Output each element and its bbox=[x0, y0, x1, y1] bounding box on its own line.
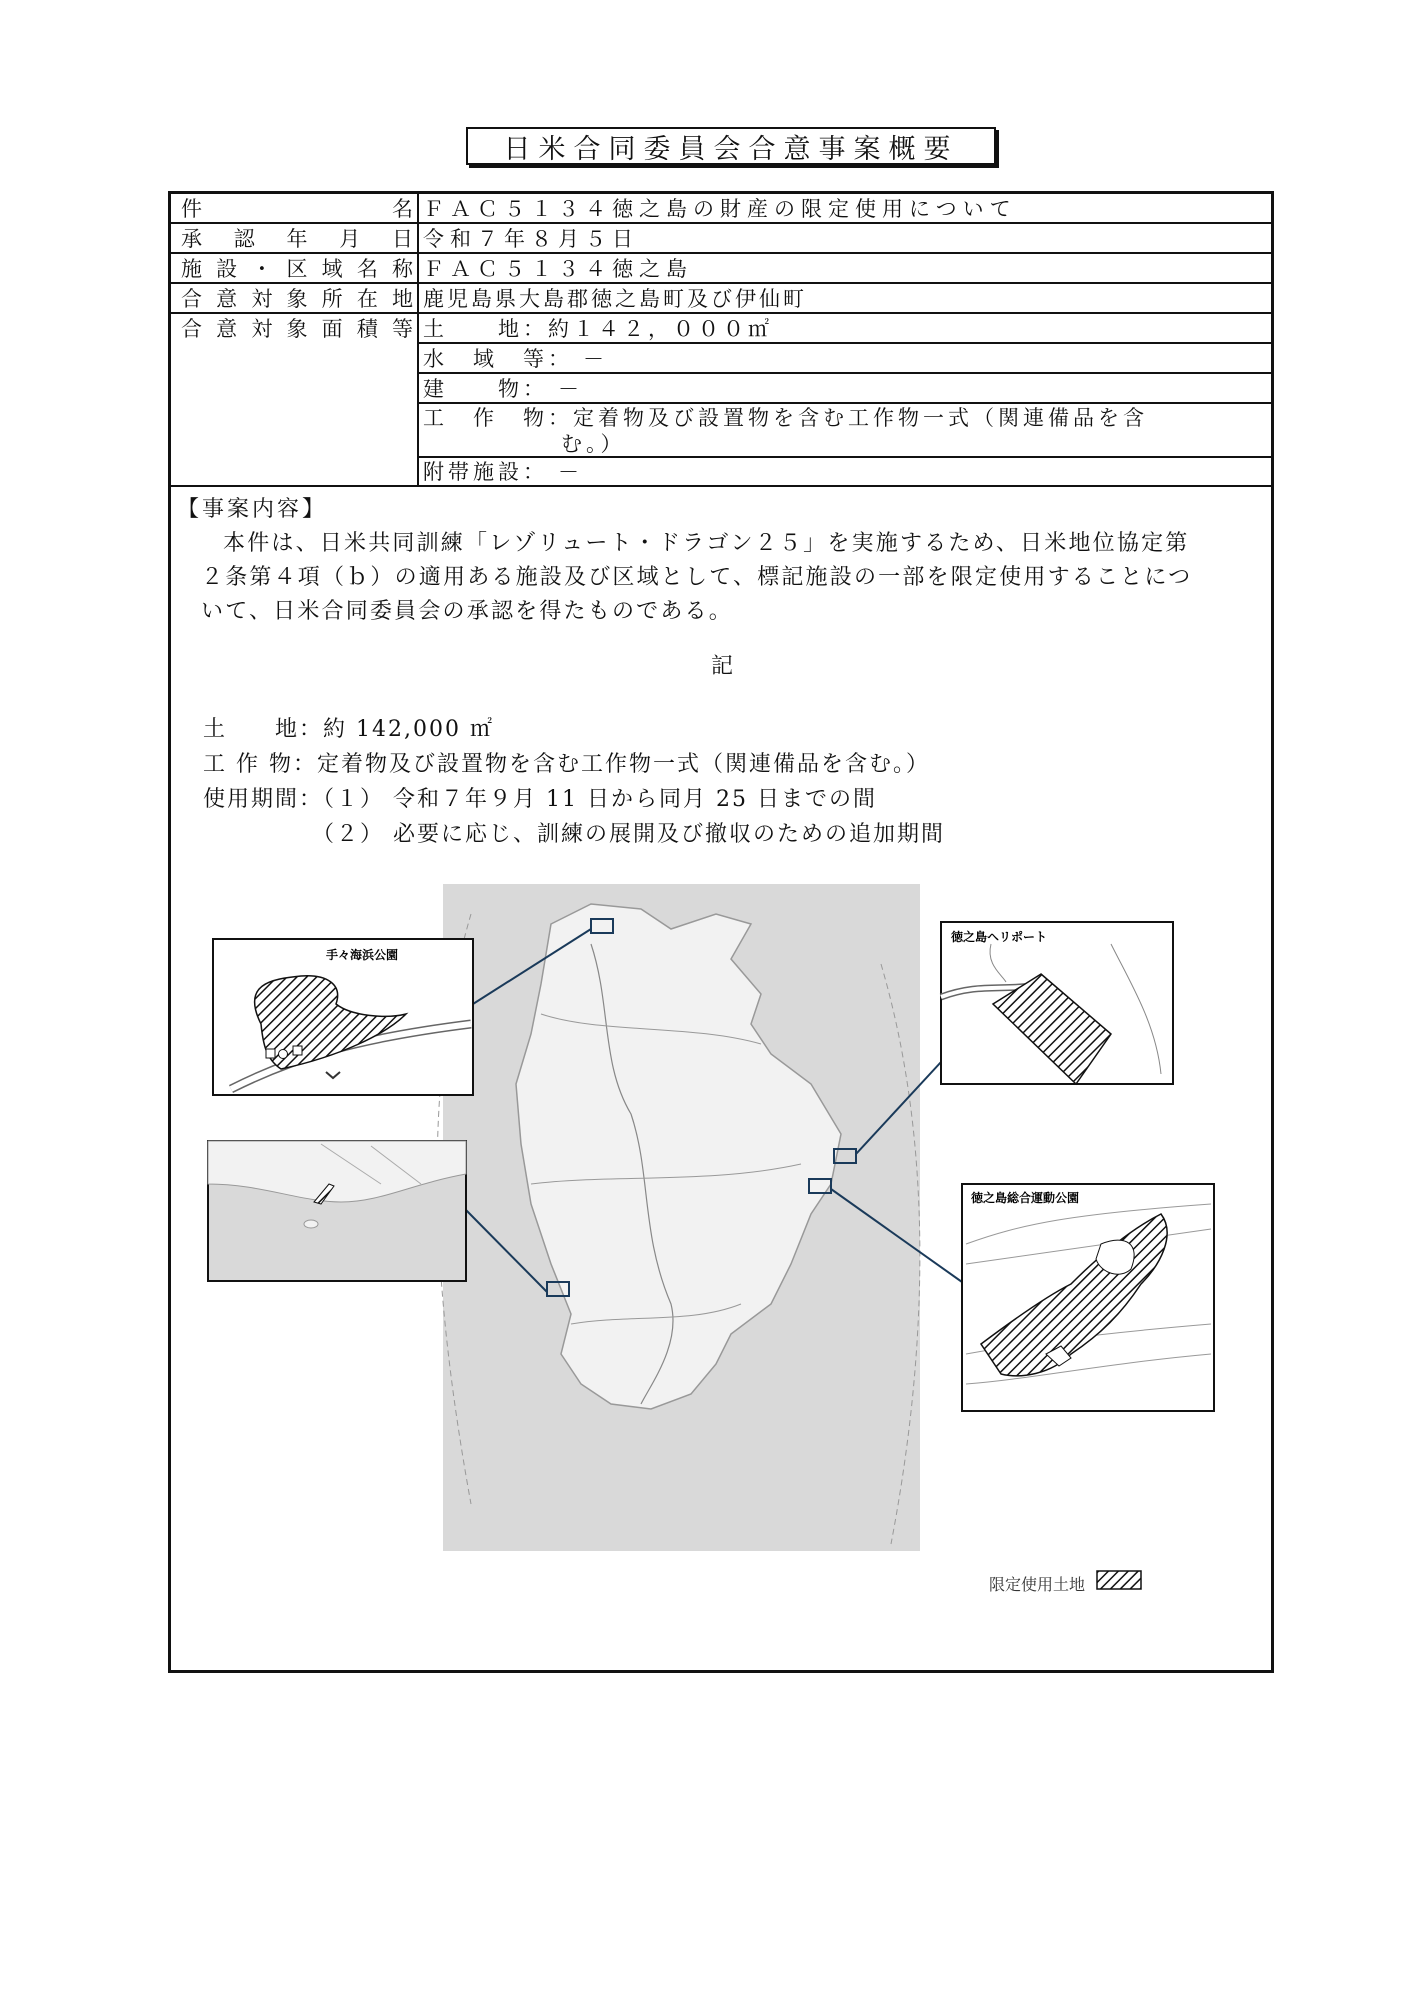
inset-sports-park bbox=[962, 1184, 1214, 1411]
svg-text:徳之島総合運動公園: 徳之島総合運動公園 bbox=[971, 1191, 1080, 1205]
item-period-2: （２） 必要に応じ、訓練の展開及び撤収のための追加期間 bbox=[203, 822, 945, 847]
value-facility-name: ＦＡＣ５１３４徳之島 bbox=[423, 256, 693, 281]
svg-text:徳之島ヘリポート: 徳之島ヘリポート bbox=[951, 930, 1048, 944]
label-area: 合意対象面積等 bbox=[181, 316, 413, 341]
item-land: 土 地：約 142,000 ㎡ bbox=[203, 717, 494, 742]
value-location: 鹿児島県大島郡徳之島町及び伊仙町 bbox=[423, 286, 807, 311]
label-facility-name: 施設・区域名称 bbox=[181, 256, 413, 281]
item-structures: 工 作 物：定着物及び設置物を含む工作物一式（関連備品を含む。） bbox=[203, 752, 930, 777]
summary-frame bbox=[168, 191, 1274, 1673]
label-location: 合意対象所在地 bbox=[181, 286, 413, 311]
label-approval-date: 承認年月日 bbox=[181, 226, 413, 251]
legend-swatch bbox=[1097, 1571, 1141, 1589]
page-title: 日米合同委員会合意事案概要 bbox=[466, 127, 996, 165]
legend-label: 限定使用土地 bbox=[989, 1575, 1086, 1594]
svg-text:手々海浜公園: 手々海浜公園 bbox=[326, 948, 399, 962]
inset-teteh bbox=[213, 939, 473, 1095]
area-water: 水 域 等： － bbox=[423, 346, 608, 371]
content-paragraph: 本件は、日米共同訓練「レゾリュート・ドラゴン２５」を実施するため、日米地位協定第２条第４項（ｂ）の適用ある施設及び区域として、標記施設の一部を限定使用することについて、日米合同委員会の承認を得たものである。 bbox=[201, 531, 1193, 624]
area-land: 土 地： 約１４２，０００㎡ bbox=[423, 316, 773, 341]
inset-heliport bbox=[941, 922, 1173, 1084]
area-structures: 工 作 物： 定着物及び設置物を含む工作物一式（関連備品を含 bbox=[423, 405, 1148, 430]
inset-zenpaku bbox=[208, 1141, 466, 1281]
value-subject: ＦＡＣ５１３４徳之島の財産の限定使用について bbox=[423, 197, 1017, 221]
ki-mark: 記 bbox=[711, 654, 734, 679]
area-structures-cont: む。） bbox=[561, 432, 626, 456]
area-building: 建 物： － bbox=[423, 376, 583, 401]
content-heading: 【事案内容】 bbox=[177, 497, 328, 522]
value-approval-date: 令和７年８月５日 bbox=[423, 226, 639, 251]
area-ancillary: 附帯施設： － bbox=[423, 460, 583, 484]
island-map bbox=[171, 884, 1271, 1644]
item-period-1: 使用期間：（１） 令和７年９月 11 日から同月 25 日までの間 bbox=[203, 787, 877, 812]
label-subject: 件名 bbox=[181, 197, 413, 221]
